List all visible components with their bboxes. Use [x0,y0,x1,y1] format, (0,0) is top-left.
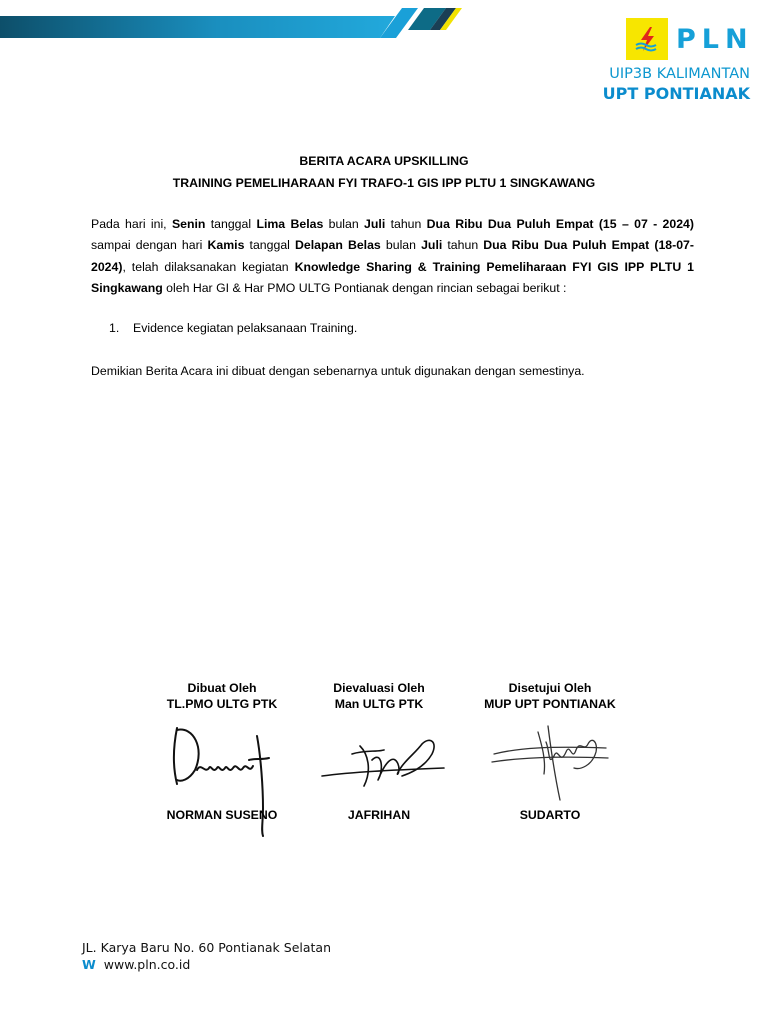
sub-unit-name: UPT PONTIANAK [602,84,750,103]
paragraph-segment: tanggal [205,217,257,231]
signature-block-evaluator [289,680,469,712]
signature-image-sudarto [488,722,613,807]
paragraph-bold-segment: Kamis [207,238,245,253]
footer-website-line [82,957,190,972]
footer-address: JL. Karya Baru No. 60 Pontianak Selatan [82,940,332,955]
body-paragraph [91,214,694,299]
signatory-name-evaluator: JAFRIHAN [347,808,411,822]
list-item [109,321,357,335]
document-subtitle: TRAINING PEMELIHARAAN FYI TRAFO-1 GIS IPP PLTU 1 SINGKAWANG [172,176,596,190]
pln-logo-text: PLN [676,23,754,55]
paragraph-bold-segment: Knowledge Sharing & Training Pemeliharaan FYI GIS IPP PLTU 1 Singkawang [91,259,694,295]
paragraph-segment: sampai dengan hari [91,238,208,253]
closing-statement: Demikian Berita Acara ini dibuat dengan sebenarnya untuk digunakan dengan semestinya. [91,364,585,378]
web-icon: W [82,957,96,972]
paragraph-bold-segment: Dua Ribu Dua Puluh Empat (15 – 07 - 2024) [426,217,694,231]
paragraph-segment: tanggal [244,238,296,253]
list-item-text: Evidence kegiatan pelaksanaan Training. [133,321,358,335]
signatory-name-approver: SUDARTO [519,808,581,822]
signatory-name-creator: NORMAN SUSENO [166,808,278,822]
signature-block-creator [132,680,312,712]
header-stripe-banner [0,0,470,45]
signature-role: Disetujui Oleh [508,681,592,695]
paragraph-bold-segment: Juli [421,238,443,253]
pln-logo [626,18,754,60]
signature-position: TL.PMO ULTG PTK [166,697,278,711]
signature-image-norman [165,718,280,848]
paragraph-segment: Pada hari ini, [91,217,172,231]
paragraph-bold-segment: Lima Belas [256,217,324,231]
paragraph-segment: bulan [323,217,365,231]
paragraph-segment: tahun [385,217,427,231]
signature-position: MUP UPT PONTIANAK [484,697,616,711]
signature-role: Dibuat Oleh [187,681,257,695]
list-item-number: 1. [109,321,120,335]
paragraph-bold-segment: Senin [171,217,206,231]
paragraph-bold-segment: Dua Ribu Dua Puluh Empat (18-07-2024) [91,238,694,274]
paragraph-segment: bulan [380,238,422,253]
signature-position: Man ULTG PTK [334,697,424,711]
unit-name: UIP3B KALIMANTAN [609,66,750,82]
paragraph-segment: oleh Har GI & Har PMO ULTG Pontianak dengan rincian sebagai berikut : [162,280,567,295]
signature-image-jafrihan [312,730,452,800]
footer-website[interactable]: www.pln.co.id [103,957,191,972]
paragraph-segment: , telah dilaksanakan kegiatan [122,259,295,274]
document-title: BERITA ACARA UPSKILLING [299,154,469,168]
pln-logo-mark [626,18,668,60]
signature-role: Dievaluasi Oleh [333,681,425,695]
paragraph-bold-segment: Delapan Belas [295,238,381,253]
paragraph-segment: tahun [442,238,484,253]
paragraph-bold-segment: Juli [364,217,386,231]
signature-block-approver [460,680,640,712]
